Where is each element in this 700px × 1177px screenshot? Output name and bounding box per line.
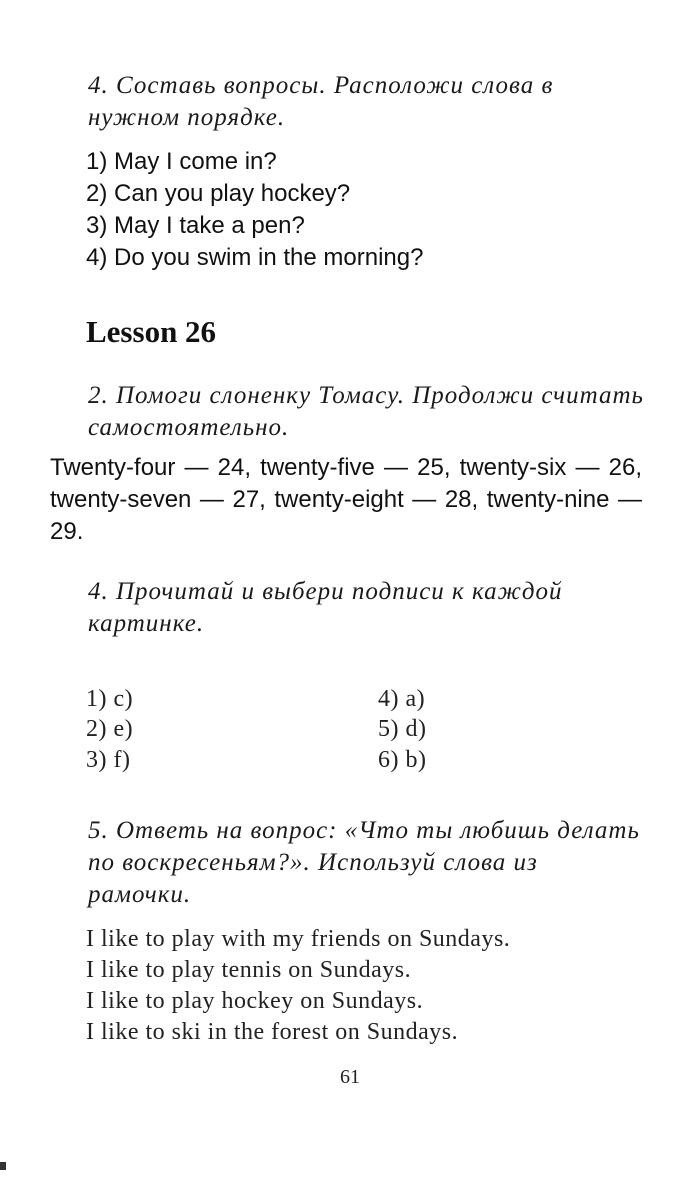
answer-right-3: 6) b) xyxy=(378,747,427,773)
task-4-answer-3: 3) May I take a pen? xyxy=(86,212,305,239)
page-number: 61 xyxy=(340,1066,360,1088)
task-5-answer-2: I like to play tennis on Sundays. xyxy=(86,957,412,983)
task-4-answer-2: 2) Can you play hockey? xyxy=(86,180,351,207)
task-5-answer-4: I like to ski in the forest on Sundays. xyxy=(86,1019,459,1045)
task-4-instruction: 4. Составь вопросы. Расположи слова в нужном порядке. xyxy=(88,72,554,131)
task-2-answer: Twenty-four — 24, twenty-five — 25, twenty-six — 26, twenty-seven — 27, twenty-eight — 28, twenty-nine — 29. xyxy=(50,454,642,545)
task-4-answer-1: 1) May I come in? xyxy=(86,148,277,175)
answer-right-2: 5) d) xyxy=(378,716,427,742)
task-5-answer-3: I like to play hockey on Sundays. xyxy=(86,988,424,1014)
task-4-answer-4: 4) Do you swim in the morning? xyxy=(86,244,424,271)
task-5-instruction: 5. Ответь на вопрос: «Что ты любишь делать по воскресеньям?». Используй слова из рамочки. xyxy=(88,817,640,908)
answer-left-1: 1) c) xyxy=(86,686,134,712)
task-5-answer-1: I like to play with my friends on Sundays. xyxy=(86,926,511,952)
answer-left-2: 2) e) xyxy=(86,716,134,742)
lesson-heading: Lesson 26 xyxy=(86,314,217,349)
task-2-instruction: 2. Помоги слоненку Томасу. Продолжи считать самостоятельно. xyxy=(88,382,644,441)
task-4b-instruction: 4. Прочитай и выбери подписи к каждой картинке. xyxy=(88,578,563,637)
answer-left-3: 3) f) xyxy=(86,747,131,773)
scan-artifact xyxy=(0,1162,6,1170)
answer-right-1: 4) a) xyxy=(378,686,426,712)
